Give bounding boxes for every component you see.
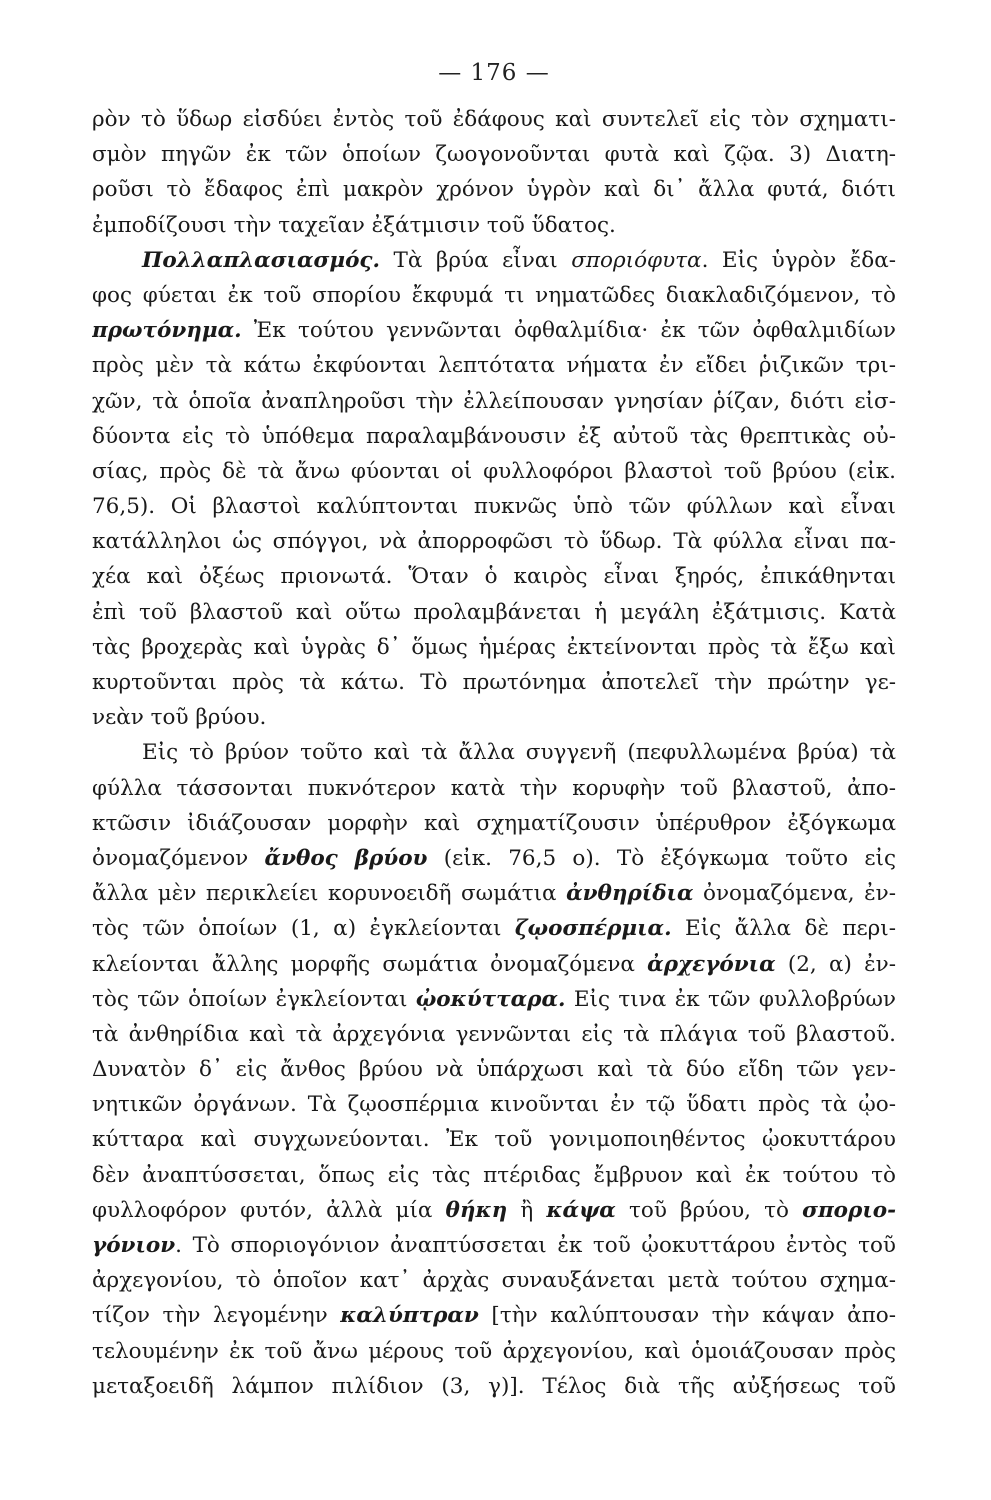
term: ἀρχεγόνια [647, 951, 776, 977]
text-line: ρὸν τὸ ὕδωρ εἰσδύει ἐντὸς τοῦ ἐδάφους καὶ συντελεῖ εἰς τὸν σχηματι- [92, 107, 896, 132]
term: πρωτόνημα. [92, 318, 242, 344]
term: ᾠοκύτταρα. [415, 986, 566, 1012]
text-line: κατάλληλοι ὡς σπόγγοι, νὰ ἀπορροφῶσι τὸ ὕδωρ. Τὰ φύλλα εἶναι πα- [92, 529, 896, 555]
text-line: δὲν ἀναπτύσσεται, ὅπως εἰς τὰς πτέριδας ἔμβρυον καὶ ἐκ τούτου τὸ [92, 1162, 896, 1188]
text-line: νητικῶν ὀργάνων. Τὰ ζῳοσπέρμια κινοῦνται ἐν τῷ ὕδατι πρὸς τὰ ᾠο- [92, 1092, 896, 1118]
text-line: χῶν, τὰ ὁποῖα ἀναπληροῦσι τὴν ἐλλείπουσαν γνησίαν ῥίζαν, διότι εἰσ- [92, 388, 896, 414]
text-line: χέα καὶ ὀξέως πριονωτά. Ὅταν ὁ καιρὸς εἶναι ξηρός, ἐπικάθηνται [92, 564, 896, 590]
text-line: ὀνομαζόμενον ἄνθος βρύου (εἰκ. 76,5 ο). Τὸ ἐξόγκωμα τοῦτο εἰς [92, 845, 896, 871]
text-line: πρωτόνημα. Ἐκ τούτου γεννῶνται ὀφθαλμίδια· ἐκ τῶν ὀφθαλμιδίων [92, 318, 896, 344]
term: κάψα [546, 1197, 616, 1223]
text-line: Δυνατὸν δ᾽ εἰς ἄνθος βρύου νὰ ὑπάρχωσι καὶ τὰ δύο εἴδη τῶν γεν- [92, 1057, 896, 1083]
term: θήκη [445, 1197, 508, 1223]
body-text [92, 102, 896, 1404]
text-line: Πολλαπλασιασμός. Τὰ βρύα εἶναι σποριόφυτα. Εἰς ὑγρὸν ἔδα- [142, 247, 896, 273]
text-line: τελουμένην ἐκ τοῦ ἄνω μέρους τοῦ ἀρχεγονίου, καὶ ὁμοιάζουσαν πρὸς [92, 1338, 896, 1364]
term: ζῳοσπέρμια. [514, 916, 672, 942]
text-line: ροῦσι τὸ ἔδαφος ἐπὶ μακρὸν χρόνον ὑγρὸν καὶ δι᾽ ἄλλα φυτά, διότι [92, 177, 896, 203]
term: καλύπτραν [340, 1303, 479, 1329]
text-line: 76,5). Οἱ βλαστοὶ καλύπτονται πυκνῶς ὑπὸ τῶν φύλλων καὶ εἶναι [92, 494, 896, 520]
term: σποριο- [802, 1197, 896, 1223]
text-line: ἐμποδίζουσι τὴν ταχεῖαν ἐξάτμισιν τοῦ ὕδατος. [92, 212, 616, 238]
text-line: σίας, πρὸς δὲ τὰ ἄνω φύονται οἱ φυλλοφόροι βλαστοὶ τοῦ βρύου (εἰκ. [92, 458, 896, 484]
text-line: τὰ ἀνθηρίδια καὶ τὰ ἀρχεγόνια γεννῶνται εἰς τὰ πλάγια τοῦ βλαστοῦ. [92, 1021, 896, 1047]
text-line: κυρτοῦνται πρὸς τὰ κάτω. Τὸ πρωτόνημα ἀποτελεῖ τὴν πρώτην γε- [92, 670, 896, 695]
text-line: ἐπὶ τοῦ βλαστοῦ καὶ οὕτω προλαμβάνεται ἡ μεγάλη ἐξάτμισις. Κατὰ [92, 599, 896, 625]
text-line: μεταξοειδῆ λάμπον πιλίδιον (3, γ)]. Τέλος διὰ τῆς αὐξήσεως τοῦ [92, 1373, 896, 1399]
text-line: φος φύεται ἐκ τοῦ σπορίου ἔκφυμά τι νηματῶδες διακλαδιζόμενον, τὸ [92, 282, 896, 308]
text-line: ἀρχεγονίου, τὸ ὁποῖον κατ᾽ ἀρχὰς συναυξάνεται μετὰ τούτου σχημα- [92, 1268, 896, 1294]
text-line: σμὸν πηγῶν ἐκ τῶν ὁποίων ζωογονοῦνται φυτὰ καὶ ζῷα. 3) Διατη- [92, 142, 896, 168]
text-line: κλείονται ἄλλης μορφῆς σωμάτια ὀνομαζόμενα ἀρχεγόνια (2, α) ἐν- [92, 951, 896, 977]
text-line: τὸς τῶν ὁποίων (1, α) ἐγκλείονται ζῳοσπέρμια. Εἰς ἄλλα δὲ περι- [92, 916, 896, 942]
section-heading: Πολλαπλασιασμός. [142, 247, 381, 273]
page-number: — 176 — [438, 60, 550, 86]
text-line: κύτταρα καὶ συγχωνεύονται. Ἐκ τοῦ γονιμοποιηθέντος ᾠοκυττάρου [92, 1127, 896, 1153]
term: ἀνθηρίδια [566, 881, 694, 907]
text-line: ἄλλα μὲν περικλείει κορυνοειδῆ σωμάτια ἀνθηρίδια ὀνομαζόμενα, ἐν- [92, 881, 896, 907]
text-line: δύοντα εἰς τὸ ὑπόθεμα παραλαμβάνουσιν ἐξ αὐτοῦ τὰς θρεπτικὰς οὐ- [92, 423, 896, 449]
text-line: νεὰν τοῦ βρύου. [92, 705, 267, 731]
text-line: φυλλοφόρον φυτόν, ἀλλὰ μία θήκη ἢ κάψα τοῦ βρύου, τὸ σποριο- [92, 1197, 896, 1223]
text-line: τὰς βροχερὰς καὶ ὑγρὰς δ᾽ ὅμως ἡμέρας ἐκτείνονται πρὸς τὰ ἔξω καὶ [92, 634, 896, 660]
term: γόνιον [92, 1233, 176, 1258]
text-line: πρὸς μὲν τὰ κάτω ἐκφύονται λεπτότατα νήματα ἐν εἴδει ῥιζικῶν τρι- [92, 353, 896, 379]
term: ἄνθος βρύου [264, 845, 428, 871]
term: σποριόφυτα [571, 247, 702, 273]
text-line: γόνιον. Τὸ σποριογόνιον ἀναπτύσσεται ἐκ τοῦ ᾠοκυττάρου ἐντὸς τοῦ [92, 1233, 896, 1258]
text-line: τίζον τὴν λεγομένην καλύπτραν [τὴν καλύπτουσαν τὴν κάψαν ἀπο- [92, 1303, 896, 1329]
text-line: Εἰς τὸ βρύον τοῦτο καὶ τὰ ἄλλα συγγενῆ (πεφυλλωμένα βρύα) τὰ [142, 740, 896, 766]
text-line: τὸς τῶν ὁποίων ἐγκλείονται ᾠοκύτταρα. Εἰς τινα ἐκ τῶν φυλλοβρύων [92, 986, 896, 1012]
text-line: κτῶσιν ἰδιάζουσαν μορφὴν καὶ σχηματίζουσιν ὑπέρυθρον ἐξόγκωμα [92, 810, 896, 836]
text-line: φύλλα τάσσονται πυκνότερον κατὰ τὴν κορυφὴν τοῦ βλαστοῦ, ἀπο- [92, 775, 896, 801]
